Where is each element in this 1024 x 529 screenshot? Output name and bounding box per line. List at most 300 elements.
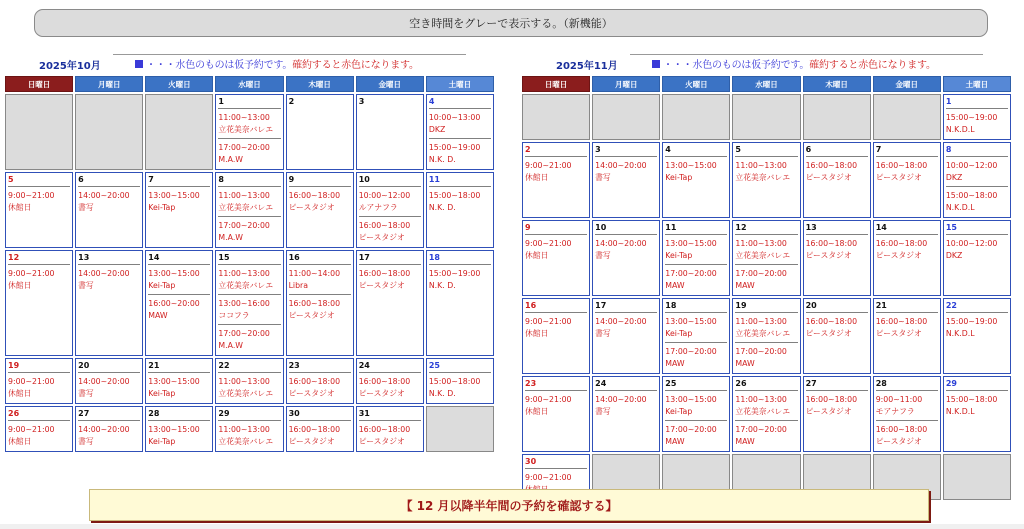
day-number: 6	[805, 145, 812, 154]
day-cell[interactable]	[943, 220, 1011, 296]
calendar-grid	[520, 74, 1013, 502]
day-number: 22	[218, 361, 230, 370]
day-cell[interactable]	[426, 94, 494, 170]
reservation-slot[interactable]	[359, 264, 421, 291]
reservation-name: 休館日	[8, 280, 32, 290]
week-row	[5, 172, 494, 248]
reservation-name: M.A.W	[218, 232, 244, 242]
reservation-slot[interactable]	[359, 372, 421, 399]
reservation-time: 11:00~13:00	[218, 425, 270, 434]
week-row	[5, 250, 494, 356]
reservation-time: 16:00~18:00	[805, 317, 858, 326]
reservation-slot[interactable]	[218, 138, 280, 165]
week-row	[522, 142, 1011, 218]
confirm-reservations-button[interactable]: 【 12 月以降半年間の予約を確認する】	[89, 489, 929, 521]
reservation-name: ピースタジオ	[875, 172, 922, 182]
reservation-time: 17:00~20:00	[218, 329, 270, 338]
reservation-name: ピースタジオ	[875, 436, 922, 446]
legend-red-text: 確約すると赤色になります。	[292, 60, 419, 71]
reservation-slot[interactable]	[876, 420, 938, 447]
day-cell[interactable]	[426, 358, 494, 404]
reservation-time: 15:00~18:00	[945, 191, 998, 200]
reservation-time: 9:00~21:00	[525, 161, 572, 170]
reservation-time: 11:00~13:00	[218, 191, 270, 200]
header-divider	[630, 54, 983, 55]
day-number: 3	[595, 145, 601, 154]
reservation-time: 13:00~15:00	[148, 377, 200, 386]
reservation-time: 9:00~21:00	[525, 239, 572, 248]
reservation-name: ピースタジオ	[805, 250, 852, 260]
reservation-time: 15:00~19:00	[945, 317, 998, 326]
reservation-slot[interactable]	[218, 420, 280, 447]
reservation-name: M.A.W	[218, 154, 244, 164]
reservation-time: 11:00~13:00	[735, 239, 787, 248]
reservation-slot[interactable]	[359, 420, 421, 447]
reservation-name: 立花美奈バレエ	[735, 406, 790, 416]
reservation-time: 11:00~14:00	[288, 269, 341, 278]
day-cell[interactable]	[943, 94, 1011, 140]
reservation-name: ルアナフラ	[358, 202, 398, 212]
day-cell[interactable]	[145, 250, 213, 356]
reservation-slot[interactable]	[806, 234, 868, 261]
reservation-time: 14:00~20:00	[595, 239, 647, 248]
day-cell[interactable]	[522, 142, 590, 218]
reservation-name: N.K. D.	[428, 154, 456, 164]
day-cell[interactable]	[732, 142, 800, 218]
day-number: 7	[148, 175, 154, 184]
day-number: 4	[428, 97, 435, 106]
day-number: 10	[595, 223, 607, 232]
day-cell[interactable]	[873, 376, 941, 452]
reservation-slot[interactable]	[525, 234, 587, 261]
day-number: 5	[8, 175, 14, 184]
month-title: 2025年11月	[556, 61, 618, 72]
reservation-name: ピースタジオ	[875, 250, 922, 260]
reservation-slot[interactable]	[429, 372, 491, 399]
reservation-time: 15:00~18:00	[428, 377, 481, 386]
day-cell[interactable]	[662, 142, 730, 218]
reservation-time: 14:00~20:00	[78, 377, 130, 386]
day-cell[interactable]	[75, 358, 143, 404]
reservation-time: 16:00~18:00	[358, 377, 411, 386]
reservation-name: Kei-Tap	[148, 280, 176, 290]
reservation-name: ココフラ	[218, 310, 250, 320]
empty-day-cell	[943, 454, 1011, 500]
reservation-time: 15:00~19:00	[428, 143, 481, 152]
day-cell[interactable]	[145, 172, 213, 248]
day-cell[interactable]	[75, 172, 143, 248]
reservation-name: Kei-Tap	[665, 406, 693, 416]
weekday-header: 金曜日	[873, 76, 941, 92]
day-cell[interactable]	[145, 406, 213, 452]
reservation-slot[interactable]	[148, 186, 210, 213]
reservation-time: 16:00~18:00	[288, 299, 341, 308]
reservation-slot[interactable]	[946, 156, 1008, 183]
reservation-slot[interactable]	[289, 294, 351, 321]
reservation-slot[interactable]	[289, 264, 351, 291]
reservation-time: 16:00~18:00	[288, 191, 341, 200]
day-cell[interactable]	[145, 358, 213, 404]
reservation-time: 10:00~13:00	[428, 113, 481, 122]
day-cell[interactable]	[732, 298, 800, 374]
reservation-slot[interactable]	[218, 216, 280, 243]
reservation-slot[interactable]	[876, 234, 938, 261]
calendar-header	[3, 52, 496, 74]
empty-day-cell	[592, 94, 660, 140]
reservation-time: 11:00~13:00	[218, 113, 270, 122]
reservation-slot[interactable]	[289, 372, 351, 399]
day-cell[interactable]	[286, 358, 354, 404]
reservation-name: Kei-Tap	[665, 250, 693, 260]
day-number: 12	[735, 223, 747, 232]
reservation-name: 休館日	[525, 328, 549, 338]
legend-blue-text: ・・・水色のものは仮予約です。	[146, 60, 293, 71]
reservation-time: 13:00~15:00	[148, 269, 200, 278]
reservation-slot[interactable]	[665, 420, 727, 447]
day-cell[interactable]	[803, 376, 871, 452]
reservation-name: MAW	[148, 310, 168, 320]
reservation-slot[interactable]	[735, 420, 797, 447]
reservation-time: 17:00~20:00	[735, 347, 787, 356]
day-cell[interactable]	[426, 172, 494, 248]
reservation-slot[interactable]	[946, 186, 1008, 213]
reservation-name: 立花美奈バレエ	[218, 388, 273, 398]
reservation-slot[interactable]	[806, 156, 868, 183]
day-cell[interactable]	[215, 406, 283, 452]
reservation-time: 13:00~15:00	[148, 191, 200, 200]
day-cell[interactable]	[592, 220, 660, 296]
week-row	[5, 358, 494, 404]
reservation-slot[interactable]	[289, 420, 351, 447]
reservation-name: 立花美奈バレエ	[218, 436, 273, 446]
reservation-slot[interactable]	[806, 312, 868, 339]
day-number: 29	[945, 379, 957, 388]
week-row	[5, 406, 494, 452]
day-number: 18	[428, 253, 440, 262]
reservation-time: 16:00~18:00	[288, 377, 341, 386]
reservation-name: ピースタジオ	[805, 172, 852, 182]
reservation-slot[interactable]	[665, 390, 727, 417]
reservation-slot[interactable]	[525, 390, 587, 417]
weekday-header: 火曜日	[662, 76, 730, 92]
day-number: 21	[875, 301, 887, 310]
reservation-slot[interactable]	[946, 108, 1008, 135]
reservation-slot[interactable]	[525, 312, 587, 339]
day-cell[interactable]	[286, 406, 354, 452]
reservation-slot[interactable]	[876, 156, 938, 183]
reservation-name: 立花美奈バレエ	[735, 250, 790, 260]
day-cell[interactable]	[943, 142, 1011, 218]
reservation-name: 書写	[78, 388, 94, 398]
day-cell[interactable]	[356, 358, 424, 404]
day-cell[interactable]	[803, 142, 871, 218]
day-cell[interactable]	[732, 220, 800, 296]
reservation-name: Kei-Tap	[665, 172, 693, 182]
day-cell[interactable]	[356, 250, 424, 356]
reservation-slot[interactable]	[876, 390, 938, 417]
day-cell[interactable]	[215, 94, 283, 170]
reservation-slot[interactable]	[595, 312, 657, 339]
weekday-header: 水曜日	[732, 76, 800, 92]
day-number: 8	[218, 175, 224, 184]
day-cell[interactable]	[356, 406, 424, 452]
day-number: 23	[288, 361, 300, 370]
reservation-slot[interactable]	[218, 294, 280, 321]
day-number: 13	[805, 223, 817, 232]
day-number: 26	[735, 379, 747, 388]
reservation-slot[interactable]	[946, 312, 1008, 339]
reservation-slot[interactable]	[8, 420, 70, 447]
day-number: 3	[358, 97, 365, 106]
reservation-name: 休館日	[525, 250, 549, 260]
empty-day-cell	[873, 94, 941, 140]
day-cell[interactable]	[75, 406, 143, 452]
reservation-slot[interactable]	[806, 390, 868, 417]
reservation-time: 13:00~15:00	[665, 317, 717, 326]
reservation-time: 9:00~21:00	[525, 473, 572, 482]
reservation-slot[interactable]	[429, 138, 491, 165]
day-cell[interactable]	[873, 298, 941, 374]
reservation-slot[interactable]	[429, 108, 491, 135]
day-number: 16	[288, 253, 300, 262]
reservation-slot[interactable]	[8, 264, 70, 291]
reservation-name: 休館日	[525, 172, 549, 182]
reservation-slot[interactable]	[665, 234, 727, 261]
day-number: 30	[525, 457, 537, 466]
reservation-slot[interactable]	[595, 156, 657, 183]
reservation-slot[interactable]	[148, 420, 210, 447]
day-cell[interactable]	[803, 220, 871, 296]
empty-day-cell	[522, 94, 590, 140]
reservation-time: 13:00~15:00	[665, 395, 717, 404]
reservation-time: 9:00~21:00	[525, 317, 572, 326]
reservation-slot[interactable]	[148, 372, 210, 399]
reservation-slot[interactable]	[665, 342, 727, 369]
reservation-slot[interactable]	[289, 186, 351, 213]
day-cell[interactable]	[5, 358, 73, 404]
day-cell[interactable]	[662, 298, 730, 374]
reservation-name: ピースタジオ	[288, 436, 335, 446]
reservation-slot[interactable]	[78, 186, 140, 213]
reservation-time: 16:00~18:00	[805, 239, 858, 248]
reservation-slot[interactable]	[8, 186, 70, 213]
reservation-time: 9:00~21:00	[8, 269, 55, 278]
weekday-header: 水曜日	[215, 76, 283, 92]
reservation-name: 立花美奈バレエ	[218, 280, 273, 290]
day-cell[interactable]	[5, 250, 73, 356]
day-cell[interactable]	[5, 406, 73, 452]
day-number: 18	[665, 301, 677, 310]
reservation-name: 書写	[595, 328, 611, 338]
reservation-slot[interactable]	[595, 390, 657, 417]
reservation-slot[interactable]	[735, 264, 797, 291]
reservation-time: 9:00~21:00	[8, 191, 55, 200]
empty-day-cell	[75, 94, 143, 170]
week-row	[522, 298, 1011, 374]
day-number: 1	[218, 97, 224, 106]
reservation-time: 10:00~12:00	[945, 161, 998, 170]
reservation-slot[interactable]	[735, 312, 797, 339]
reservation-slot[interactable]	[218, 324, 280, 351]
day-cell[interactable]	[286, 172, 354, 248]
reservation-name: 書写	[78, 280, 94, 290]
reservation-time: 17:00~20:00	[665, 347, 717, 356]
legend-blue-text: ・・・水色のものは仮予約です。	[663, 60, 810, 71]
week-row	[522, 94, 1011, 140]
day-cell[interactable]	[215, 250, 283, 356]
day-number: 31	[358, 409, 370, 418]
reservation-time: 14:00~20:00	[595, 317, 647, 326]
reservation-name: 休館日	[8, 436, 32, 446]
reservation-slot[interactable]	[429, 186, 491, 213]
day-cell[interactable]	[803, 298, 871, 374]
day-cell[interactable]	[286, 94, 354, 170]
reservation-slot[interactable]	[148, 264, 210, 291]
reservation-time: 17:00~20:00	[735, 269, 787, 278]
day-number: 17	[595, 301, 607, 310]
blue-square-icon	[135, 60, 143, 68]
reservation-name: Kei-Tap	[148, 436, 176, 446]
day-cell[interactable]	[522, 298, 590, 374]
day-cell[interactable]	[592, 142, 660, 218]
day-cell[interactable]	[662, 220, 730, 296]
weekday-header: 月曜日	[592, 76, 660, 92]
day-number: 15	[218, 253, 230, 262]
reservation-name: MAW	[665, 436, 685, 446]
reservation-name: N.K.D.L	[945, 328, 975, 338]
day-cell[interactable]	[873, 142, 941, 218]
reservation-time: 16:00~18:00	[358, 425, 411, 434]
reservation-slot[interactable]	[148, 294, 210, 321]
day-cell[interactable]	[356, 172, 424, 248]
reservation-slot[interactable]	[665, 264, 727, 291]
reservation-slot[interactable]	[218, 186, 280, 213]
day-number: 23	[525, 379, 537, 388]
reservation-slot[interactable]	[429, 264, 491, 291]
reservation-time: 16:00~18:00	[358, 221, 411, 230]
reservation-slot[interactable]	[946, 390, 1008, 417]
reservation-slot[interactable]	[359, 186, 421, 213]
reservation-slot[interactable]	[359, 216, 421, 243]
reservation-time: 16:00~18:00	[875, 239, 928, 248]
day-cell[interactable]	[592, 376, 660, 452]
reservation-name: DKZ	[945, 250, 963, 260]
day-cell[interactable]	[943, 376, 1011, 452]
reservation-slot[interactable]	[78, 420, 140, 447]
reservation-name: DKZ	[428, 124, 446, 134]
reservation-name: Kei-Tap	[665, 328, 693, 338]
reservation-slot[interactable]	[8, 372, 70, 399]
reservation-slot[interactable]	[78, 372, 140, 399]
reservation-time: 11:00~13:00	[218, 269, 270, 278]
reservation-time: 13:00~15:00	[148, 425, 200, 434]
day-number: 25	[665, 379, 677, 388]
empty-day-cell	[803, 94, 871, 140]
reservation-slot[interactable]	[218, 108, 280, 135]
weekday-header: 月曜日	[75, 76, 143, 92]
reservation-time: 16:00~18:00	[875, 161, 928, 170]
day-number: 4	[665, 145, 671, 154]
day-number: 11	[665, 223, 677, 232]
reservation-time: 16:00~18:00	[805, 395, 858, 404]
calendar-header	[520, 52, 1013, 74]
day-cell[interactable]	[943, 298, 1011, 374]
reservation-time: 14:00~20:00	[595, 161, 647, 170]
reservation-slot[interactable]	[218, 372, 280, 399]
reservation-name: N.K. D.	[428, 280, 456, 290]
reservation-name: MAW	[665, 358, 685, 368]
day-cell[interactable]	[426, 250, 494, 356]
reservation-time: 9:00~21:00	[525, 395, 572, 404]
reservation-time: 10:00~12:00	[945, 239, 998, 248]
reservation-slot[interactable]	[218, 264, 280, 291]
day-cell[interactable]	[873, 220, 941, 296]
reservation-time: 14:00~20:00	[595, 395, 647, 404]
day-number: 30	[288, 409, 300, 418]
day-number: 15	[945, 223, 957, 232]
calendar-october	[3, 52, 496, 454]
reservation-slot[interactable]	[665, 156, 727, 183]
day-number: 28	[875, 379, 887, 388]
reservation-slot[interactable]	[946, 234, 1008, 261]
reservation-name: モアナフラ	[875, 406, 915, 416]
day-cell[interactable]	[522, 376, 590, 452]
legend	[135, 56, 419, 71]
legend-red-text: 確約すると赤色になります。	[809, 60, 936, 71]
reservation-slot[interactable]	[735, 390, 797, 417]
reservation-time: 17:00~20:00	[218, 143, 270, 152]
day-cell[interactable]	[592, 298, 660, 374]
day-number: 19	[735, 301, 747, 310]
reservation-time: 14:00~20:00	[78, 191, 130, 200]
reservation-slot[interactable]	[525, 156, 587, 183]
reservation-slot[interactable]	[665, 312, 727, 339]
reservation-slot[interactable]	[735, 234, 797, 261]
reservation-slot[interactable]	[78, 264, 140, 291]
day-cell[interactable]	[215, 358, 283, 404]
week-row	[522, 376, 1011, 452]
day-cell[interactable]	[522, 220, 590, 296]
day-cell[interactable]	[5, 172, 73, 248]
empty-day-cell	[5, 94, 73, 170]
weekday-header: 木曜日	[286, 76, 354, 92]
day-cell[interactable]	[215, 172, 283, 248]
reservation-slot[interactable]	[735, 156, 797, 183]
empty-day-cell	[732, 94, 800, 140]
day-cell[interactable]	[732, 376, 800, 452]
day-number: 27	[805, 379, 817, 388]
day-cell[interactable]	[662, 376, 730, 452]
weekday-header: 金曜日	[356, 76, 424, 92]
day-cell[interactable]	[356, 94, 424, 170]
day-cell[interactable]	[75, 250, 143, 356]
day-number: 25	[428, 361, 440, 370]
reservation-time: 13:00~16:00	[218, 299, 270, 308]
reservation-time: 11:00~13:00	[735, 395, 787, 404]
reservation-slot[interactable]	[735, 342, 797, 369]
show-free-time-gray-button[interactable]: 空き時間をグレーで表示する。（新機能）	[34, 9, 988, 37]
reservation-time: 11:00~13:00	[218, 377, 270, 386]
reservation-slot[interactable]	[876, 312, 938, 339]
weekday-header: 土曜日	[426, 76, 494, 92]
reservation-slot[interactable]	[595, 234, 657, 261]
reservation-time: 14:00~20:00	[78, 425, 130, 434]
reservation-time: 15:00~19:00	[945, 113, 998, 122]
day-cell[interactable]	[286, 250, 354, 356]
day-number: 11	[428, 175, 440, 184]
reservation-name: M.A.W	[218, 340, 244, 350]
reservation-name: ピースタジオ	[358, 388, 405, 398]
